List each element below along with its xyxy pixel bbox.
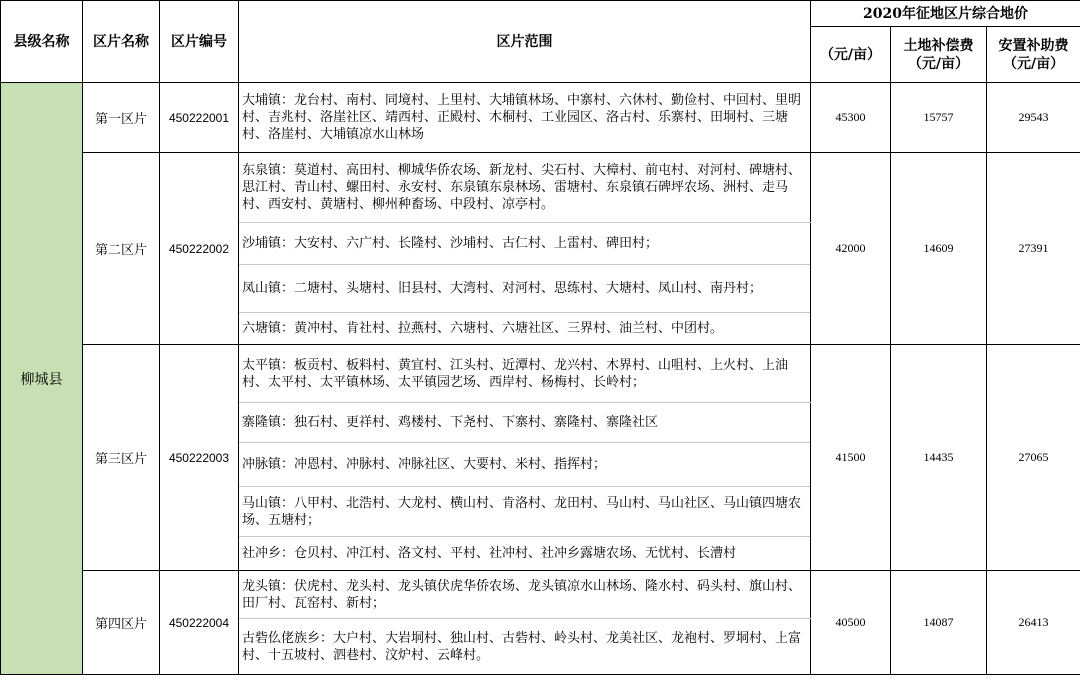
zone-name: 第三区片 (83, 345, 160, 571)
header-price-unit: （元/亩） (811, 27, 891, 83)
zone-price: 40500 (811, 571, 891, 675)
zone-code: 450222001 (160, 83, 239, 153)
header-resettle: 安置补助费（元/亩） (987, 27, 1080, 83)
zone-land-comp: 14087 (891, 571, 987, 675)
zone-resettle: 27391 (987, 153, 1080, 345)
zone-range-item: 六塘镇：黄冲村、肯社村、拉燕村、六塘村、六塘社区、三界村、油兰村、中团村。 (239, 313, 811, 345)
zone-range-item: 马山镇：八甲村、北浩村、大龙村、横山村、肯洛村、龙田村、马山村、马山社区、马山镇四塘农场、五塘村； (239, 487, 811, 537)
header-zone-name: 区片名称 (83, 1, 160, 83)
zone-code: 450222003 (160, 345, 239, 571)
zone-range-item: 太平镇：板贡村、板料村、黄宜村、江头村、近潭村、龙兴村、木界村、山咀村、上火村、上油村、太平村、太平镇林场、太平镇园艺场、西岸村、杨梅村、长岭村； (239, 345, 811, 403)
zone-range-item: 冲脉镇：冲恩村、冲脉村、冲脉社区、大要村、米村、指挥村； (239, 443, 811, 487)
zone-code: 450222004 (160, 571, 239, 675)
zone-range-item: 古砦仫佬族乡：大户村、大岩垌村、独山村、古砦村、岭头村、龙美社区、龙袍村、罗垌村、上富村、十五坡村、泗巷村、汶炉村、云峰村。 (239, 619, 811, 675)
zone-code: 450222002 (160, 153, 239, 345)
zone-range-item: 凤山镇：二塘村、头塘村、旧县村、大湾村、对河村、思练村、大塘村、凤山村、南丹村； (239, 265, 811, 313)
header-county: 县级名称 (1, 1, 83, 83)
zone-range-item: 大埔镇：龙台村、南村、同境村、上里村、大埔镇林场、中寨村、六休村、勤俭村、中回村、里明村、吉兆村、洛崖社区、靖西村、正殿村、木桐村、工业园区、洛古村、乐寨村、田垌村、三塘村、洛崖村、大埔镇凉水山林场 (239, 83, 811, 153)
zone-range-item: 寨隆镇：独石村、更祥村、鸡楼村、下尧村、下寨村、寨隆村、寨隆社区 (239, 403, 811, 443)
zone-name: 第二区片 (83, 153, 160, 345)
zone-range-item: 东泉镇：莫道村、高田村、柳城华侨农场、新龙村、尖石村、大樟村、前屯村、对河村、碑塘村、思江村、青山村、螺田村、永安村、东泉镇东泉林场、雷塘村、东泉镇石碑坪农场、洲村、走马村、西安村、黄塘村、柳州种畜场、中段村、凉亭村。 (239, 153, 811, 223)
zone-range-item: 龙头镇：伏虎村、龙头村、龙头镇伏虎华侨农场、龙头镇凉水山林场、隆水村、码头村、旗山村、田厂村、瓦窑村、新村； (239, 571, 811, 619)
header-land-comp: 土地补偿费（元/亩） (891, 27, 987, 83)
zone-resettle: 27065 (987, 345, 1080, 571)
zone-resettle: 26413 (987, 571, 1080, 675)
county-name: 柳城县 (1, 83, 83, 675)
zone-range-item: 沙埔镇：大安村、六广村、长隆村、沙埔村、古仁村、上雷村、碑田村； (239, 223, 811, 265)
header-price-group: 2020年征地区片综合地价 (811, 1, 1080, 27)
zone-name: 第四区片 (83, 571, 160, 675)
zone-land-comp: 15757 (891, 83, 987, 153)
zone-price: 45300 (811, 83, 891, 153)
zone-price: 42000 (811, 153, 891, 345)
header-zone-range: 区片范围 (239, 1, 811, 83)
zone-land-comp: 14435 (891, 345, 987, 571)
zone-price: 41500 (811, 345, 891, 571)
zone-name: 第一区片 (83, 83, 160, 153)
zone-land-comp: 14609 (891, 153, 987, 345)
header-zone-code: 区片编号 (160, 1, 239, 83)
zone-resettle: 29543 (987, 83, 1080, 153)
zone-range-item: 社冲乡：仓贝村、冲江村、洛文村、平村、社冲村、社冲乡露塘农场、无忧村、长漕村 (239, 537, 811, 571)
